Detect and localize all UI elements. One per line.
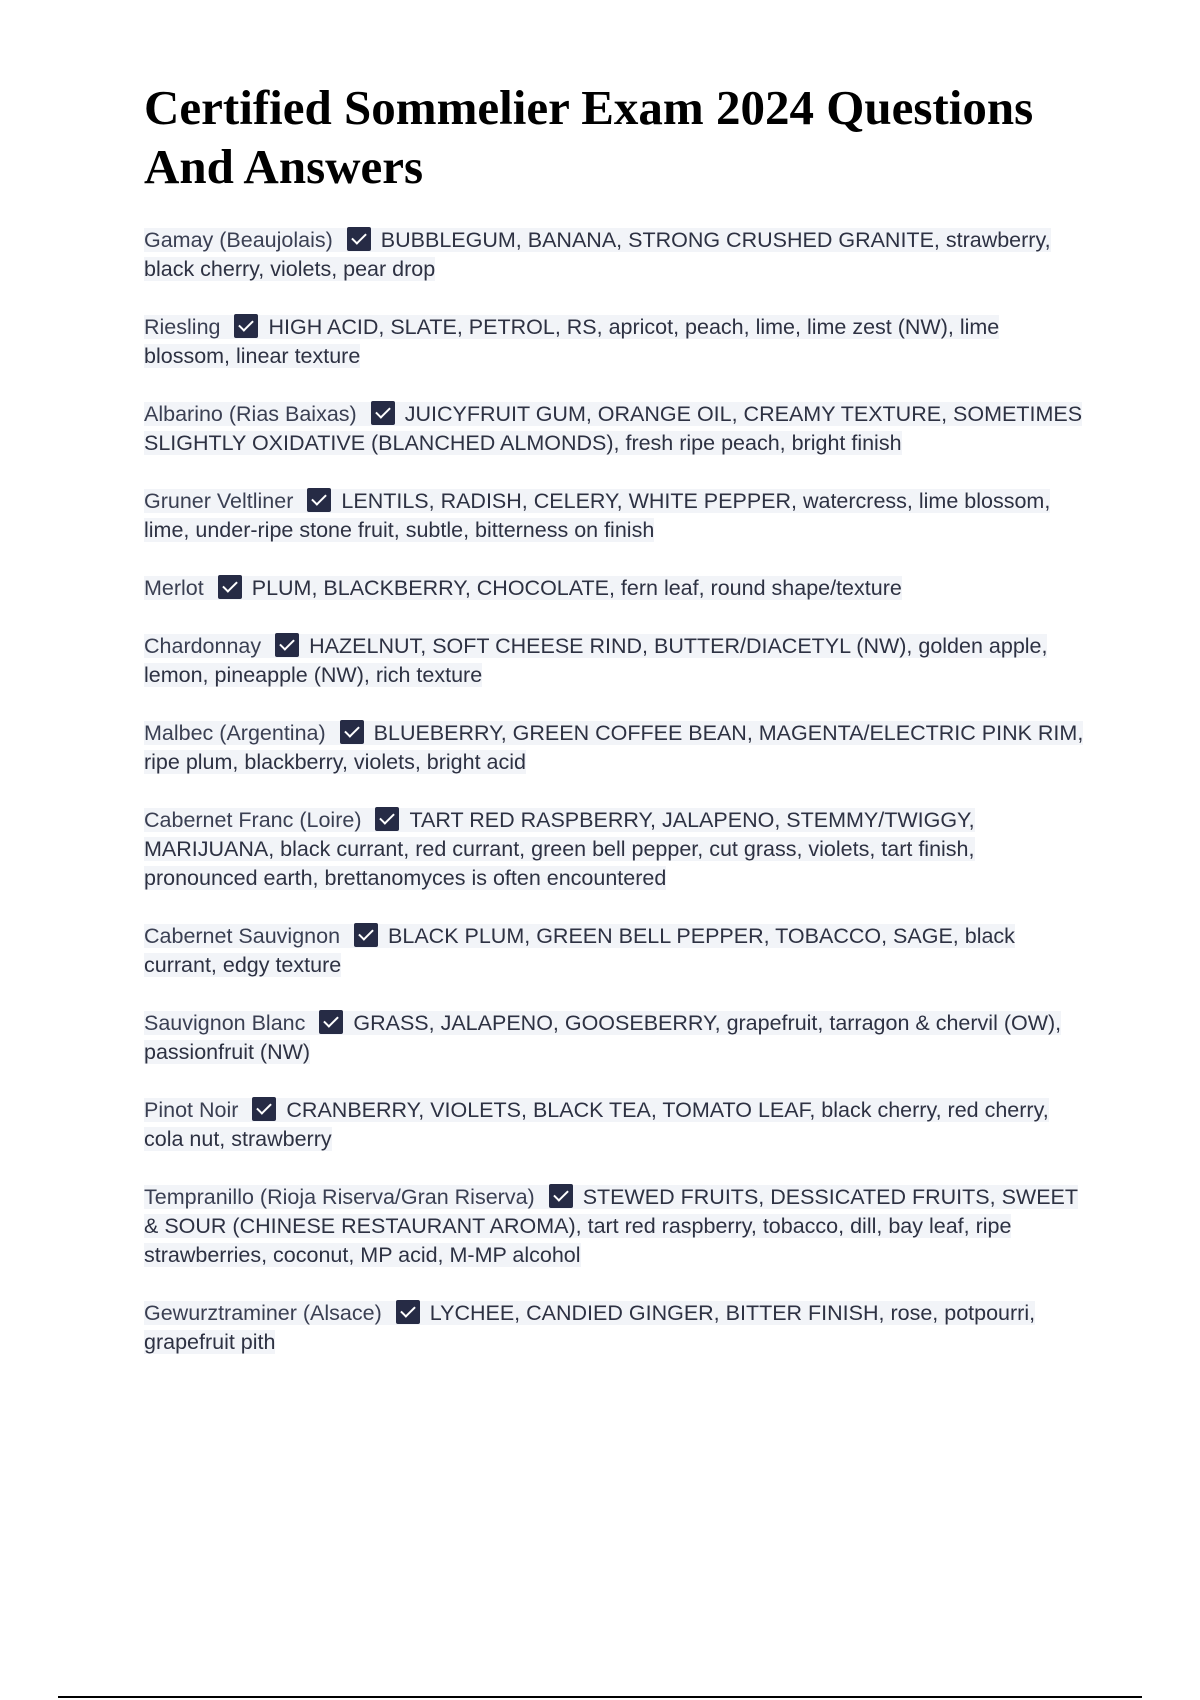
question-text: Cabernet Sauvignon [144,924,341,948]
question-text: Gamay (Beaujolais) [144,228,333,252]
qa-entry [144,487,1084,545]
checkmark-icon [549,1184,573,1208]
question-text: Albarino (Rias Baixas) [144,402,357,426]
qa-entry [144,922,1084,980]
question-text: Merlot [144,576,204,600]
document-page [144,78,1104,1386]
checkmark-icon [218,575,242,599]
answer-text: PLUM, BLACKBERRY, CHOCOLATE, fern leaf, round shape/texture [251,576,902,600]
question-text: Gruner Veltliner [144,489,294,513]
question-text: Gewurztraminer (Alsace) [144,1301,382,1325]
checkmark-icon [234,314,258,338]
checkmark-icon [371,401,395,425]
checkmark-icon [375,807,399,831]
checkmark-icon [396,1300,420,1324]
qa-entry [144,226,1084,284]
answer-text: STEWED FRUITS, DESSICATED FRUITS, SWEET & SOUR (CHINESE RESTAURANT AROMA), tart red raspberry, tobacco, dill, bay leaf, ripe strawberries, coconut, MP acid, M-MP alcohol [144,1185,1078,1267]
checkmark-icon [319,1010,343,1034]
question-text: Riesling [144,315,221,339]
question-text: Tempranillo (Rioja Riserva/Gran Riserva) [144,1185,535,1209]
page-bottom-rule [58,1696,1142,1698]
qa-entry [144,632,1084,690]
answer-text: CRANBERRY, VIOLETS, BLACK TEA, TOMATO LEAF, black cherry, red cherry, cola nut, strawberry [144,1098,1049,1151]
answer-text: TART RED RASPBERRY, JALAPENO, STEMMY/TWIGGY, MARIJUANA, black currant, red currant, green bell pepper, cut grass, violets, tart finish, pronounced earth, brettanomyces is often encountered [144,808,975,890]
answer-text: JUICYFRUIT GUM, ORANGE OIL, CREAMY TEXTURE, SOMETIMES SLIGHTLY OXIDATIVE (BLANCHED ALMONDS), fresh ripe peach, bright finish [144,402,1083,455]
qa-entry [144,806,1084,893]
page-title: Certified Sommelier Exam 2024 Questions And Answers [144,80,1034,194]
qa-entry [144,1299,1084,1357]
qa-entry [144,400,1084,458]
qa-entry [144,1096,1084,1154]
answer-text: LYCHEE, CANDIED GINGER, BITTER FINISH, rose, potpourri, grapefruit pith [144,1301,1036,1354]
answer-text: GRASS, JALAPENO, GOOSEBERRY, grapefruit, tarragon & chervil (OW), passionfruit (NW) [144,1011,1062,1064]
answer-text: BLACK PLUM, GREEN BELL PEPPER, TOBACCO, SAGE, black currant, edgy texture [144,924,1015,977]
answer-text: LENTILS, RADISH, CELERY, WHITE PEPPER, watercress, lime blossom, lime, under-ripe stone fruit, subtle, bitterness on finish [144,489,1051,542]
answer-text: HAZELNUT, SOFT CHEESE RIND, BUTTER/DIACETYL (NW), golden apple, lemon, pineapple (NW), rich texture [144,634,1048,687]
checkmark-icon [340,720,364,744]
checkmark-icon [307,488,331,512]
question-text: Pinot Noir [144,1098,239,1122]
answer-text: BLUEBERRY, GREEN COFFEE BEAN, MAGENTA/ELECTRIC PINK RIM, ripe plum, blackberry, violets, bright acid [144,721,1084,774]
question-text: Sauvignon Blanc [144,1011,306,1035]
qa-entry [144,313,1084,371]
answer-text: HIGH ACID, SLATE, PETROL, RS, apricot, peach, lime, lime zest (NW), lime blossom, linear texture [144,315,1000,368]
checkmark-icon [275,633,299,657]
question-text: Cabernet Franc (Loire) [144,808,362,832]
question-text: Malbec (Argentina) [144,721,326,745]
qa-list [144,226,1104,1386]
checkmark-icon [354,923,378,947]
qa-entry [144,1009,1084,1067]
checkmark-icon [347,227,371,251]
answer-text: BUBBLEGUM, BANANA, STRONG CRUSHED GRANITE, strawberry, black cherry, violets, pear drop [144,228,1051,281]
qa-entry [144,574,1084,603]
question-text: Chardonnay [144,634,262,658]
qa-entry [144,719,1084,777]
checkmark-icon [252,1097,276,1121]
qa-entry [144,1183,1084,1270]
